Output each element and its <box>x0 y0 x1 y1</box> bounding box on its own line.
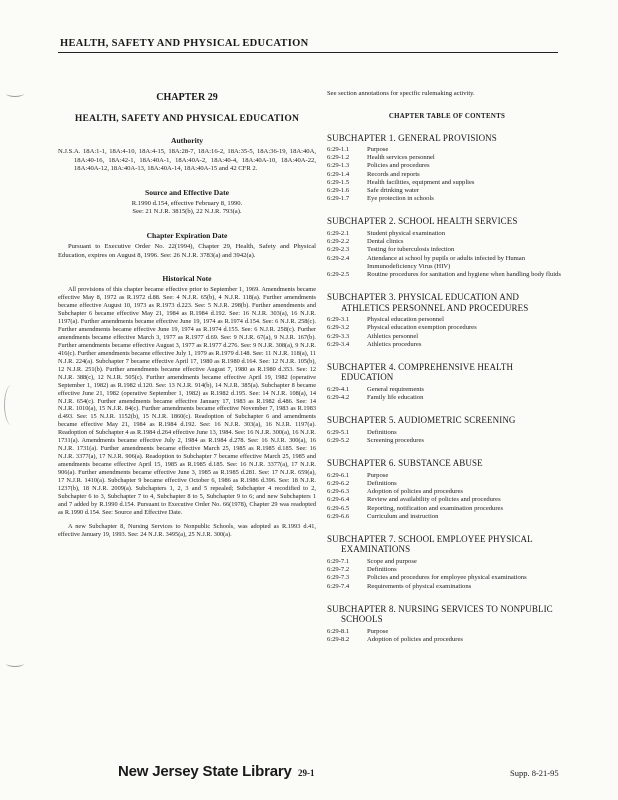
section-number: 6:29-2.2 <box>327 238 350 246</box>
toc-entry <box>327 271 567 279</box>
scan-mark <box>6 660 24 667</box>
authority-text: N.J.S.A. 18A:1-1, 18A:4-10, 18A:4-15, 18A:28-7, 18A:16-2, 18A:35-5, 18A:36-19, 18A:40A, 18A:40-16, 18A:42-1, 18A:40A-1, 18A:40A-2, 18A:40-4, 18A:40A-10, 18A:40A-22, 18A:40A-12, 18A:40A-13, 18A:40A-14, 18A:40A-15 and 42 CFR 2. <box>58 148 316 173</box>
toc-entry <box>327 636 567 644</box>
subchapter-title: SUBCHAPTER 2. SCHOOL HEALTH SERVICES <box>327 216 518 227</box>
left-column <box>58 88 316 539</box>
section-number: 6:29-8.2 <box>327 636 350 643</box>
source-line: R.1990 d.154, effective February 8, 1990. <box>131 199 243 207</box>
chapter-title: HEALTH, SAFETY AND PHYSICAL EDUCATION <box>74 113 300 124</box>
section-name: Scope and purpose <box>367 557 417 565</box>
section-name: Definitions <box>367 566 397 574</box>
toc-entry <box>327 496 567 504</box>
section-number: 6:29-6.3 <box>327 488 350 496</box>
toc-entry <box>327 472 567 480</box>
right-column <box>327 88 567 644</box>
source-line: See: 21 N.J.R. 3815(b), 22 N.J.R. 793(a). <box>132 208 242 216</box>
expiration-text: Pursuant to Executive Order No. 22(1994), Chapter 29, Health, Safety and Physical Education, expires on August 8, 1996. See: 26 N.J.R. 3783(a) and 3942(a). <box>58 242 316 259</box>
section-number: 6:29-1.2 <box>327 154 350 162</box>
toc-entry <box>327 195 567 203</box>
toc-entry <box>327 480 567 488</box>
section-name: Review and availability of policies and procedures <box>367 496 501 504</box>
section-number: 6:29-4.1 <box>327 385 350 393</box>
toc-entry <box>327 386 567 394</box>
section-name: Definitions <box>367 479 397 487</box>
toc-entry <box>327 583 567 591</box>
section-name: Physical education personnel <box>367 316 444 324</box>
section-number: 6:29-1.7 <box>327 195 350 203</box>
annotation-note: See section annotations for specific rulemaking activity. <box>327 90 475 97</box>
toc-heading: CHAPTER TABLE OF CONTENTS <box>388 112 506 120</box>
section-name: Policies and procedures <box>367 162 430 170</box>
section-number: 6:29-3.2 <box>327 324 350 332</box>
header-rule <box>58 52 558 53</box>
section-number: 6:29-5.2 <box>327 437 350 445</box>
toc-entry <box>327 187 567 195</box>
section-number: 6:29-3.1 <box>327 316 350 324</box>
section-number: 6:29-6.5 <box>327 504 350 512</box>
section-number: 6:29-5.1 <box>327 428 350 436</box>
section-name: Routine procedures for sanitation and hygiene when handling body fluids <box>367 270 561 278</box>
toc-entry <box>327 394 567 402</box>
toc-entry <box>327 154 567 162</box>
scan-mark <box>6 90 24 97</box>
scan-mark <box>4 385 19 425</box>
toc-entry <box>327 171 567 179</box>
section-name: Eye protection in schools <box>367 195 434 203</box>
toc-entry <box>327 179 567 187</box>
running-head: HEALTH, SAFETY AND PHYSICAL EDUCATION <box>60 38 309 49</box>
section-number: 6:29-1.5 <box>327 178 350 186</box>
section-number: 6:29-2.4 <box>327 254 350 262</box>
historical-text: All provisions of this chapter became effective prior to September 1, 1969. Amendments became effective May 8, 1972 as R.1972 d.88. See: 4 N.J.R. 65(b), 4 N.J.R. 118(a). Further amendments became effective August 10, 1973 as R.1973 d.223. See: 5 N.J.R. 298(b). Further amendments and Subchapter 6 became effective May 21, 1984 as R.1984 d.192. See: 16 N.J.R. 303(a), 16 N.J.R. 1197(a). Further amendments became effective June 19, 1974 as R.1974 d.154. See: 6 N.J.R. 258(c). Further amendments became effective June 19, 1974 as R.1974 d.155. See: 6 N.J.R. 258(c). Further amendments became effective March 3, 1977 as R.1977 d.69. See: 9 N.J.R. 67(a), 9 N.J.R. 167(b). Further amendments became effective August 3, 1977 as R.1977 d.276. See: 9 N.J.R. 308(a), 9 N.J.R. 416(c). Further amendments became effective July 1, 1979 as R.1979 d.148. See: 11 N.J.R. 118(a), 11 N.J.R. 224(a). Subchapter 7 became effective April 17, 1980 as R.1980 d.164. See: 12 N.J.R. 105(b), 12 N.J.R. 251(b). Further amendments became effective August 7, 1980 as R.1980 d.353. See: 12 N.J.R. 388(c), 12 N.J.R. 505(c). Further amendments became effective April 19, 1982 (operative September 1, 1982) as R.1982 d.120. See: 13 N.J.R. 914(b), 14 N.J.R. 385(a). Subchapter 8 became effective June 21, 1982 (operative September 1, 1982) as R.1982 d.195. See: 14 N.J.R. 108(a), 14 N.J.R. 654(c). Further amendments became effective January 17, 1983 as R.1982 d.486. See: 14 N.J.R. 1010(a), 15 N.J.R. 84(c). Further amendments became effective November 7, 1983 as R.1983 d.493. See: 15 N.J.R. 1152(b), 15 N.J.R. 1860(c). Readoption of Subchapter 6 and amendments became effective May 21, 1984 as R.1984 d.192. See: 16 N.J.R. 303(a), 16 N.J.R. 1197(a). Readoption of Subchapter 4 as R.1984 d.264 effective June 13, 1984. See: 16 N.J.R. 300(a), 16 N.J.R. 1731(a). Amendments became effective July 2, 1984 as R.1984 d.278. See: 16 N.J.R. 300(a), 16 N.J.R. 1731(a). Further amendments became effective March 25, 1985 as R.1985 d.185. See: 16 N.J.R. 3377(a), 17 N.J.R. 906(a). Readoption to Subchapter 7 became effective March 25, 1985 and amendments became effective April 15, 1985 as R.1985 d.185. See: 16 N.J.R. 3377(a), 17 N.J.R. 906(a). Further amendments became effective June 3, 1985 as R.1985 d.281. See: 17 N.J.R. 659(a), 17 N.J.R. 1410(a). Subchapter 9 became effective October 6, 1986 as R.1986 d.396. See: 18 N.J.R. 1237(b), 18 N.J.R. 2009(a). Subchapters 1, 2, 3 and 5 repealed; Subchapter 4 recodified to 2, Subchapter 6 to 3, Subchapter 7 to 4, Subchapter 8 to 5, Subchapter 9 to 6; and new Subchapters 1 and 7 added by R.1990 d.154. Pursuant to Executive Order No. 66(1978), Chapter 29 was readopted as R.1990 d.154. See: Source and Effective Date. <box>58 286 316 516</box>
toc-entry <box>327 574 567 582</box>
subchapter-title: SUBCHAPTER 5. AUDIOMETRIC SCREENING <box>327 415 516 426</box>
section-number: 6:29-4.2 <box>327 394 350 402</box>
section-name: Attendance at school by pupils or adults infected by Human Immunodeficiency Virus (HIV) <box>367 254 526 270</box>
section-number: 6:29-7.2 <box>327 566 350 574</box>
subchapter-title: SUBCHAPTER 7. SCHOOL EMPLOYEE PHYSICAL EXAMINATIONS <box>327 533 533 555</box>
section-name: Athletics personnel <box>367 332 419 340</box>
section-name: Family life education <box>367 394 424 402</box>
section-name: Definitions <box>367 428 397 436</box>
section-name: Purpose <box>367 471 389 479</box>
expiration-heading: Chapter Expiration Date <box>146 230 228 240</box>
section-number: 6:29-8.1 <box>327 627 350 635</box>
toc-entry <box>327 324 567 332</box>
section-number: 6:29-3.4 <box>327 340 350 348</box>
section-number: 6:29-7.4 <box>327 582 350 590</box>
toc-entry <box>327 341 567 349</box>
toc-entry <box>327 246 567 254</box>
historical-text-2: A new Subchapter 8, Nursing Services to Nonpublic Schools, was adopted as R.1993 d.41, effective January 19, 1993. See: 24 N.J.R. 3495(a), 25 N.J.R. 300(a). <box>58 522 316 538</box>
library-stamp: New Jersey State Library <box>118 763 292 780</box>
toc-entry <box>327 162 567 170</box>
section-number: 6:29-6.2 <box>327 479 350 487</box>
section-name: Adoption of policies and procedures <box>367 488 463 496</box>
section-name: Reporting, notification and examination procedures <box>367 504 504 512</box>
section-name: Policies and procedures for employee physical examinations <box>367 574 527 582</box>
section-number: 6:29-1.1 <box>327 146 350 153</box>
section-name: Safe drinking water <box>367 187 419 195</box>
toc-entry <box>327 238 567 246</box>
toc-entry <box>327 230 567 238</box>
chapter-label: CHAPTER 29 <box>156 92 218 103</box>
toc-entry <box>327 437 567 445</box>
subchapter-title: SUBCHAPTER 4. COMPREHENSIVE HEALTH EDUCATION <box>327 361 514 383</box>
historical-heading: Historical Note <box>162 274 212 284</box>
section-name: Athletics procedures <box>367 340 422 348</box>
toc-entry <box>327 513 567 521</box>
section-number: 6:29-6.6 <box>327 512 350 520</box>
supplement-date: Supp. 8-21-95 <box>510 768 559 778</box>
source-heading: Source and Effective Date <box>144 187 229 197</box>
section-name: Adoption of policies and procedures <box>367 636 463 643</box>
section-number: 6:29-2.1 <box>327 229 350 237</box>
section-number: 6:29-2.3 <box>327 246 350 254</box>
section-name: Purpose <box>367 146 389 153</box>
section-name: Requirements of physical examinations <box>367 582 472 590</box>
section-number: 6:29-2.5 <box>327 270 350 278</box>
toc-entry <box>327 505 567 513</box>
toc-entry <box>327 146 567 154</box>
section-name: Testing for tuberculosis infection <box>367 246 455 254</box>
section-name: Health services personnel <box>367 154 435 162</box>
section-name: General requirements <box>367 385 424 393</box>
section-number: 6:29-3.3 <box>327 332 350 340</box>
section-name: Dental clinics <box>367 238 404 246</box>
toc-entry <box>327 255 567 271</box>
section-name: Purpose <box>367 627 389 635</box>
section-number: 6:29-1.3 <box>327 162 350 170</box>
section-number: 6:29-6.4 <box>327 496 350 504</box>
subchapter-title: SUBCHAPTER 3. PHYSICAL EDUCATION AND ATHLETICS PERSONNEL AND PROCEDURES <box>327 292 529 313</box>
section-number: 6:29-1.6 <box>327 187 350 195</box>
toc-entry <box>327 558 567 566</box>
section-name: Student physical examination <box>367 229 446 237</box>
toc-entry <box>327 628 567 636</box>
subchapter-title: SUBCHAPTER 8. NURSING SERVICES TO NONPUBLIC SCHOOLS <box>327 603 553 625</box>
section-number: 6:29-7.3 <box>327 574 350 582</box>
section-number: 6:29-1.4 <box>327 170 350 178</box>
authority-heading: Authority <box>170 136 204 145</box>
toc-entry <box>327 488 567 496</box>
table-of-contents <box>327 133 567 645</box>
section-name: Physical education exemption procedures <box>367 324 477 332</box>
section-number: 6:29-6.1 <box>327 471 350 479</box>
section-name: Records and reports <box>367 170 420 178</box>
toc-entry <box>327 316 567 324</box>
toc-entry <box>327 429 567 437</box>
section-number: 6:29-7.1 <box>327 557 350 565</box>
subchapter-title: SUBCHAPTER 1. GENERAL PROVISIONS <box>327 132 497 143</box>
toc-entry <box>327 566 567 574</box>
subchapter-title: SUBCHAPTER 6. SUBSTANCE ABUSE <box>327 458 483 469</box>
page-number: 29-1 <box>298 768 315 778</box>
section-name: Screening procedures <box>367 437 424 445</box>
section-name: Curriculum and instruction <box>367 512 439 520</box>
toc-entry <box>327 333 567 341</box>
section-name: Health facilities, equipment and supplies <box>367 178 475 186</box>
